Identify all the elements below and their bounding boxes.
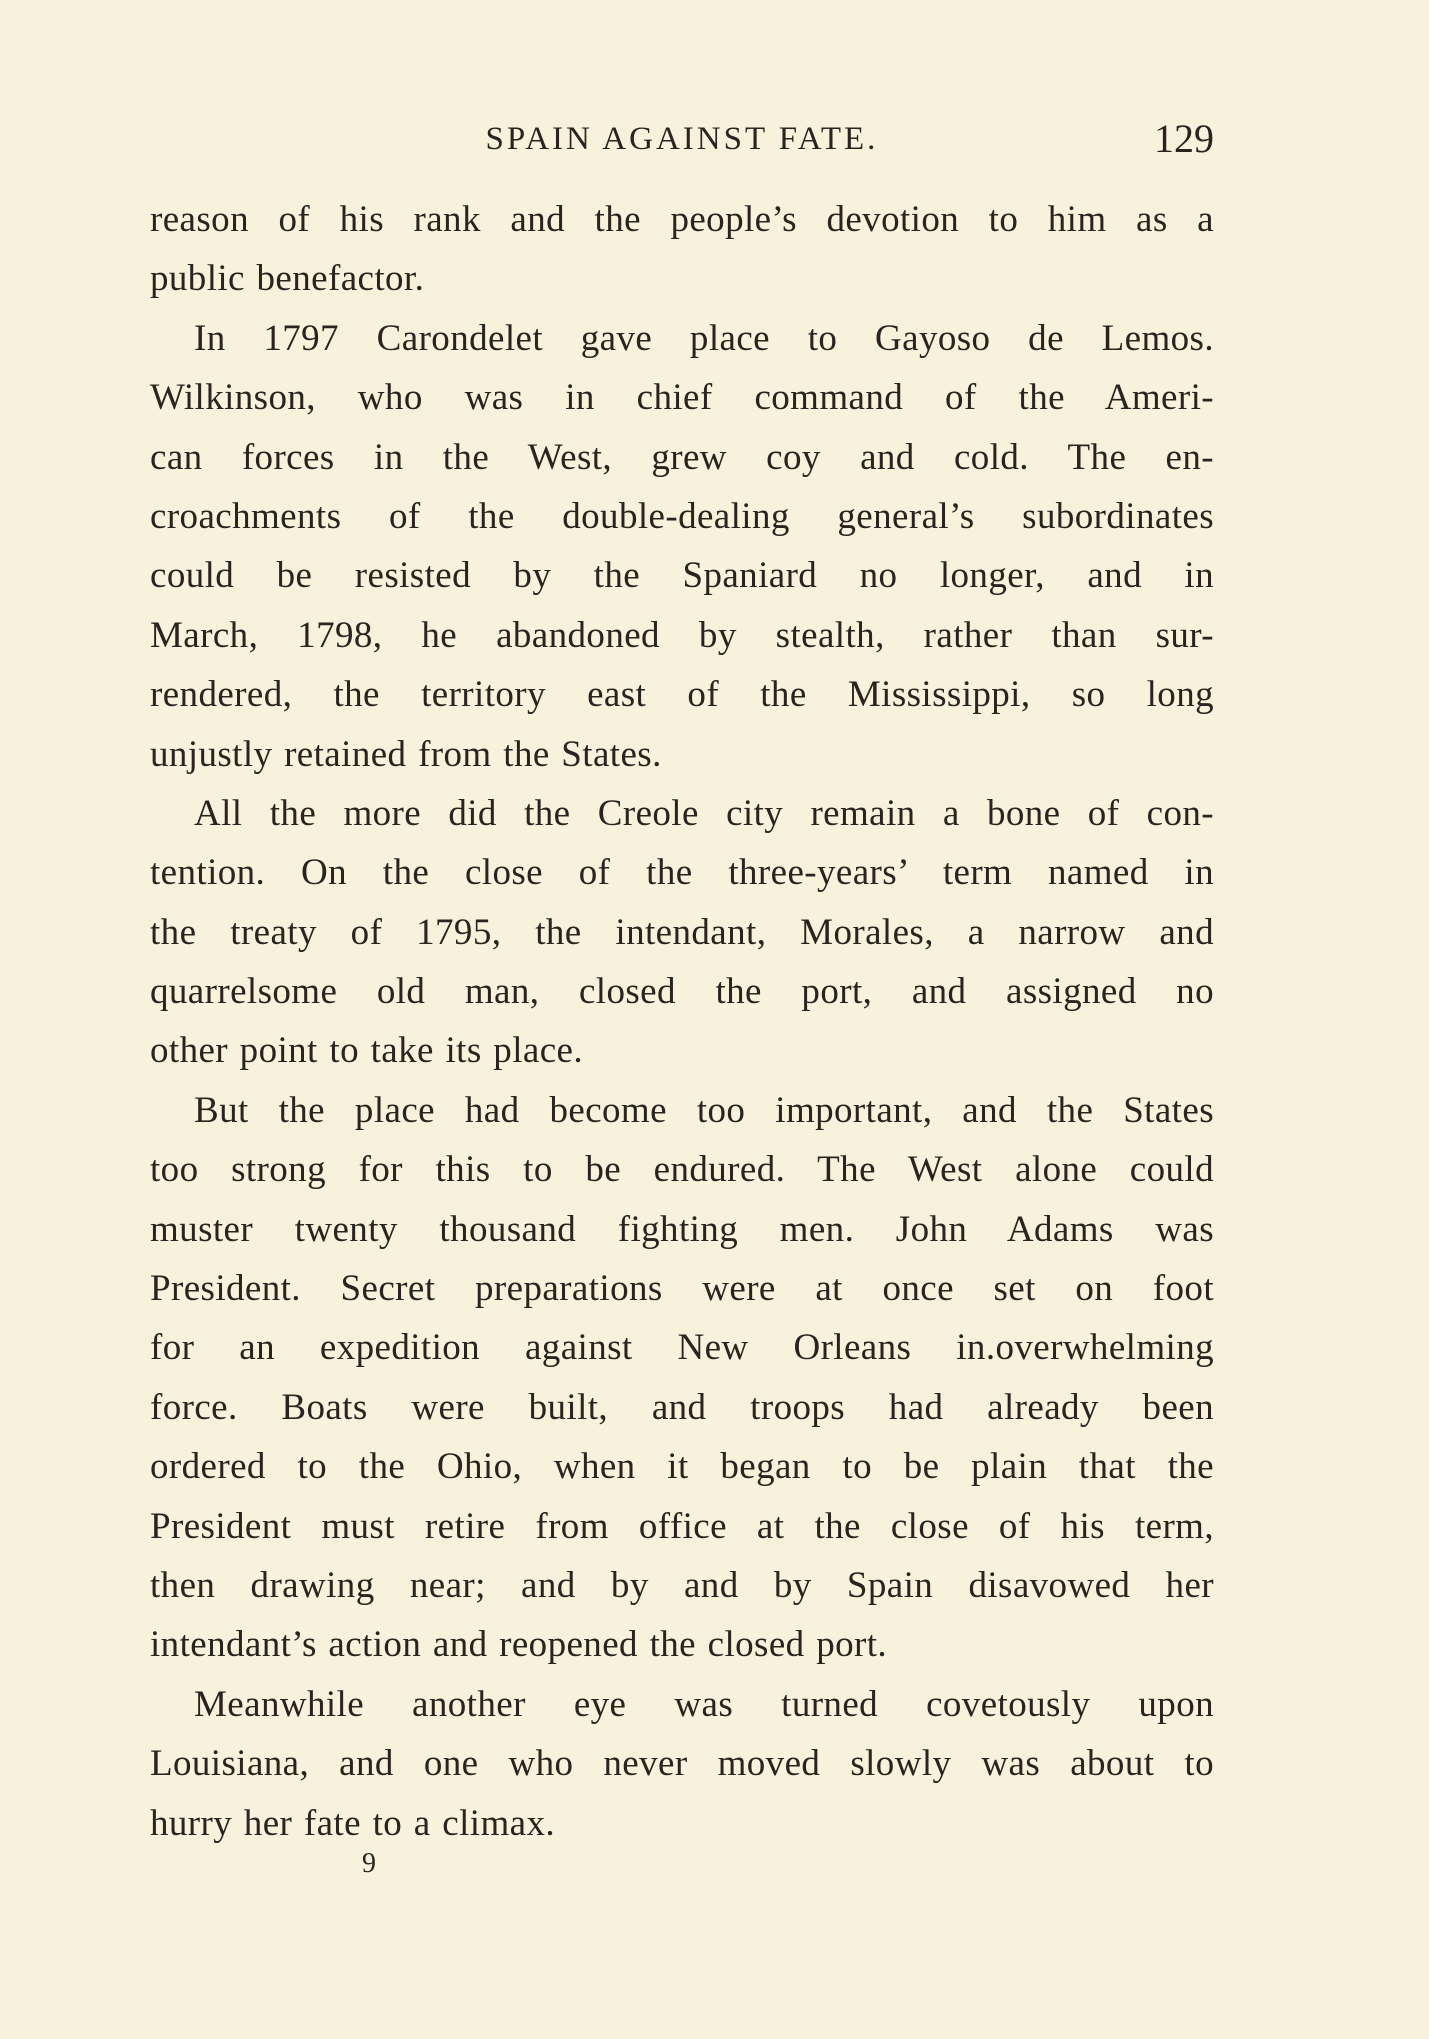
- text-line: Meanwhile another eye was turned covetously upon: [194, 1683, 1214, 1725]
- text-line: President must retire from office at the close of his term,: [150, 1505, 1214, 1547]
- text-line: quarrelsome old man, closed the port, and assigned no: [150, 971, 1214, 1013]
- text-line: can forces in the West, grew coy and cold. The en-: [150, 436, 1214, 478]
- text-line: Wilkinson, who was in chief command of the Ameri-: [150, 377, 1214, 419]
- text-line: All the more did the Creole city remain a bone of con-: [194, 792, 1214, 834]
- text-line: then drawing near; and by and by Spain disavowed her: [150, 1564, 1214, 1606]
- body-text: [150, 190, 1214, 1853]
- text-line: croachments of the double-dealing general’s subordinates: [150, 495, 1214, 537]
- text-line: reason of his rank and the people’s devotion to him as a: [150, 199, 1214, 240]
- text-line: too strong for this to be endured. The West alone could: [150, 1149, 1214, 1191]
- text-line: could be resisted by the Spaniard no longer, and in: [150, 555, 1214, 597]
- text-line: In 1797 Carondelet gave place to Gayoso de Lemos.: [194, 317, 1214, 359]
- text-line: intendant’s action and reopened the closed port.: [150, 1624, 888, 1666]
- signature-mark: 9: [362, 1848, 376, 1879]
- running-head: [150, 112, 1214, 166]
- page-number: 129: [1154, 116, 1214, 161]
- text-line: muster twenty thousand fighting men. John Adams was: [150, 1208, 1214, 1250]
- text-line: unjustly retained from the States.: [150, 733, 662, 775]
- text-line: tention. On the close of the three-years’ term named in: [150, 852, 1214, 894]
- text-line: March, 1798, he abandoned by stealth, rather than sur-: [150, 614, 1214, 656]
- text-line: ordered to the Ohio, when it began to be plain that the: [150, 1446, 1214, 1488]
- text-line: President. Secret preparations were at once set on foot: [150, 1268, 1214, 1310]
- text-line: the treaty of 1795, the intendant, Morales, a narrow and: [150, 911, 1214, 953]
- text-line: force. Boats were built, and troops had already been: [150, 1386, 1214, 1428]
- text-line: But the place had become too important, and the States: [194, 1089, 1214, 1131]
- text-line: other point to take its place.: [150, 1030, 583, 1072]
- text-line: public benefactor.: [150, 258, 425, 300]
- running-title: SPAIN AGAINST FATE.: [485, 121, 879, 157]
- text-line: for an expedition against New Orleans in.overwhelming: [150, 1327, 1214, 1369]
- text-line: hurry her fate to a climax.: [150, 1802, 556, 1844]
- text-line: rendered, the territory east of the Mississippi, so long: [150, 674, 1214, 716]
- text-line: Louisiana, and one who never moved slowly was about to: [150, 1743, 1214, 1785]
